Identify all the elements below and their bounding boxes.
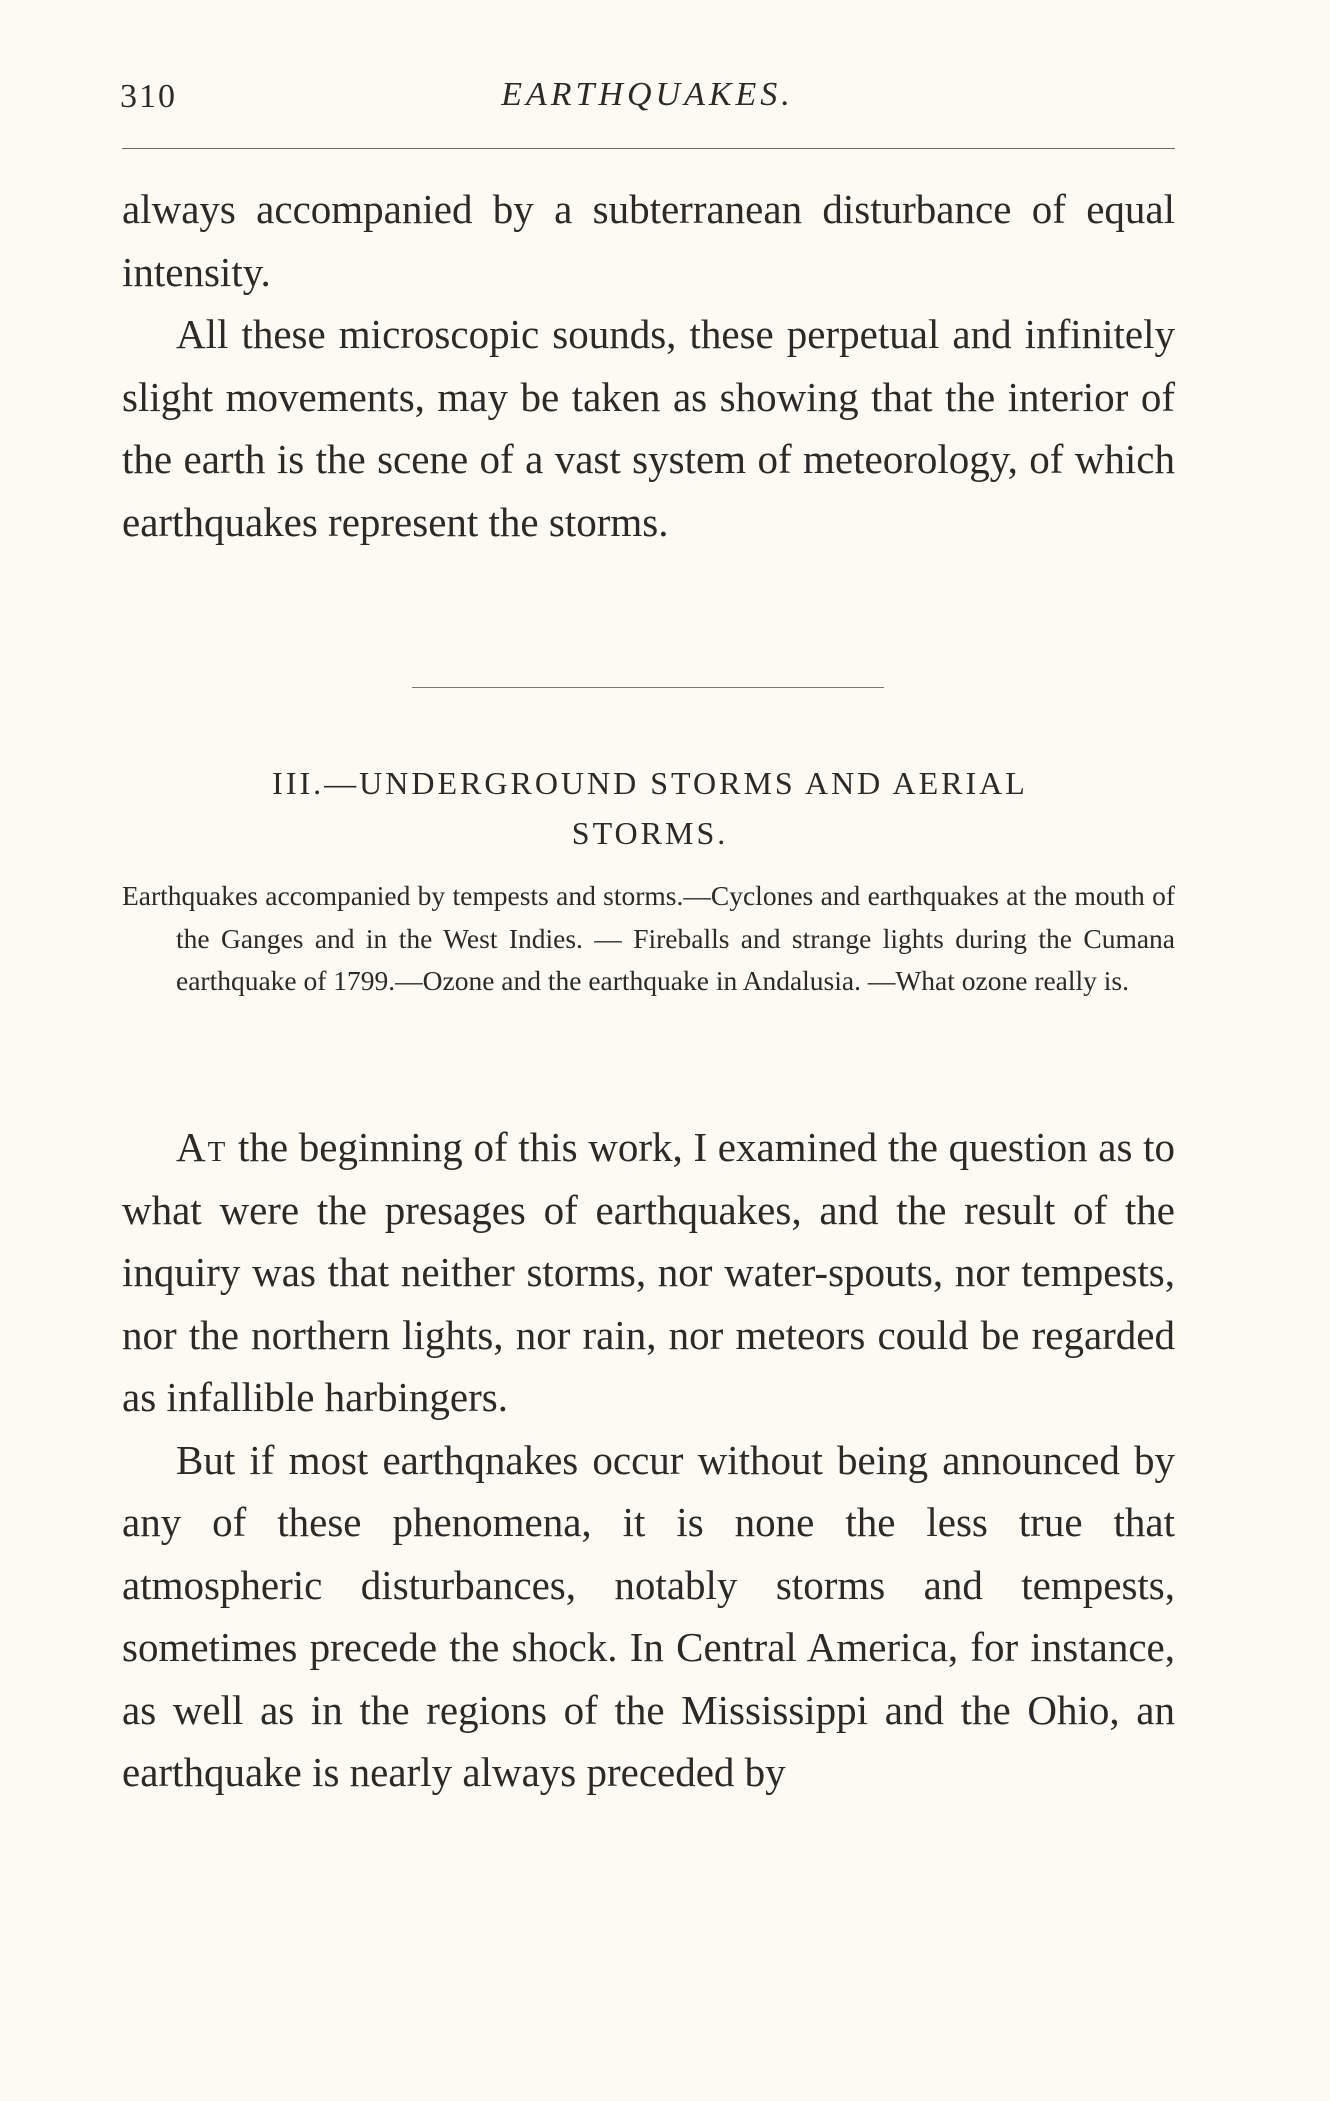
- section-heading-line-2: STORMS.: [571, 815, 729, 851]
- bottom-text-block: [122, 1116, 1175, 1804]
- paragraph-beginning: [122, 1116, 1175, 1429]
- section-summary: Earthquakes accompanied by tempests and storms.—Cyclones and earthquakes at the mouth of the Ganges and in the West Indies. — Fireballs and strange lights during the Cumana earthquake of 1799.—Ozone and the earthquake in Andalusia. —What ozone really is.: [122, 880, 1175, 996]
- paragraph-beginning-text: the beginning of this work, I examined the question as to what were the presages of earthquakes, and the result of the inquiry was that neither storms, nor water-spouts, nor tempests, nor the northern lights, nor rain, nor meteors could be regarded as infallible harbingers.: [122, 1124, 1175, 1420]
- paragraph-lead-word: At: [176, 1124, 228, 1170]
- running-title: EARTHQUAKES.: [501, 76, 794, 113]
- running-head: [120, 70, 1175, 130]
- paragraph-continued: always accompanied by a subterranean disturbance of equal intensity.: [122, 186, 1175, 295]
- section-heading-line-1: III.—UNDERGROUND STORMS AND AERIAL: [272, 765, 1028, 801]
- section-heading: [150, 758, 1150, 858]
- top-text-block: [122, 178, 1175, 553]
- section-divider: [412, 687, 884, 688]
- header-rule: [122, 148, 1175, 149]
- paragraph-atmospheric: But if most earthqnakes occur without being announced by any of these phenomena, it is none the less true that atmospheric disturbances, notably storms and tempests, sometimes precede the shock. In Central America, for instance, as well as in the regions of the Mississippi and the Ohio, an earthquake is nearly always preceded by: [122, 1436, 1175, 1795]
- paragraph-microscopic-sounds: All these microscopic sounds, these perpetual and infinitely slight movements, may be taken as showing that the interior of the earth is the scene of a vast system of meteorology, of which earthquakes represent the storms.: [122, 311, 1175, 545]
- page-number: 310: [120, 78, 177, 115]
